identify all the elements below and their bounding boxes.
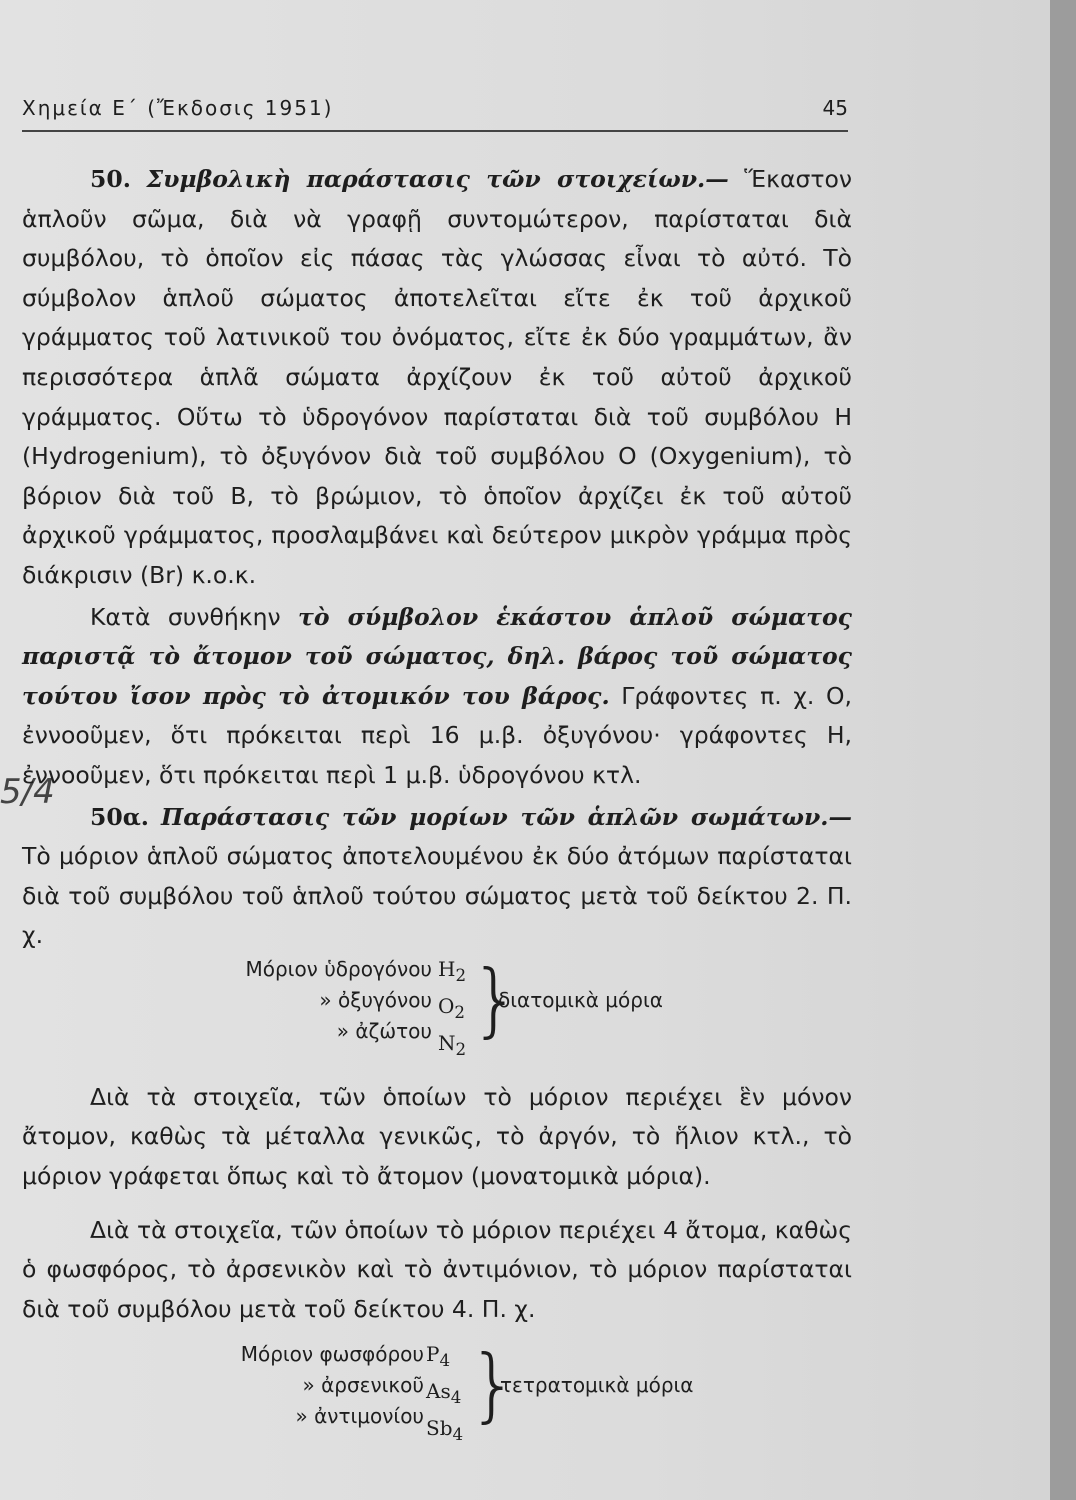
header-rule: [22, 130, 848, 132]
margin-note: 5/4: [0, 772, 55, 812]
brace-icon: }: [468, 1338, 519, 1432]
page-edge: [1050, 0, 1076, 1500]
molecule-name: Μόριον ὑδρογόνου: [245, 956, 432, 981]
molecule-name: Μόριον φωσφόρου: [240, 1342, 424, 1367]
molecule-symbol: $O_2$: [438, 993, 466, 1022]
molecule-symbols: [426, 1339, 463, 1450]
molecule-names: [162, 1339, 424, 1432]
molecule-symbol: $P_4$: [426, 1342, 451, 1371]
table-caption: τετρατομικὰ μόρια: [500, 1373, 694, 1398]
section-50a-paragraph: [22, 798, 852, 956]
section-heading: Παράστασις τῶν μορίων τῶν ἁπλῶν σωμάτων.—: [160, 802, 852, 831]
section-body: Ἕκαστον ἁπλοῦν σῶμα, διὰ νὰ γραφῇ συντομώτερον, παρίσταται διὰ συμβόλου, τὸ ὁποῖον εἰς πάσας τὰς γλώσσας εἶναι τὸ αὐτό. Τὸ σύμβολον ἁπλοῦ σώματος ἀποτελεῖται εἴτε ἐκ τοῦ ἀρχικοῦ γράμματος τοῦ λατινικοῦ του ὀνόματος, εἴτε ἐκ δύο γραμμάτων, ἂν περισσότερα ἁπλᾶ σώματα ἀρχίζουν ἐκ τοῦ αὐτοῦ ἀρχικοῦ γράμματος. Οὕτω τὸ ὑδρογόνον παρίσταται διὰ τοῦ συμβόλου H (Hydrogenium), τὸ ὀξυγόνον διὰ τοῦ συμβόλου O (Oxygenium), τὸ βόριον διὰ τοῦ B, τὸ βρώμιον, τὸ ὁποῖον ἀρχίζει ἐκ τοῦ αὐτοῦ ἀρχικοῦ γράμματος, προσλαμβάνει καὶ δεύτερον μικρὸν γράμμα πρὸς διάκρισιν (Br) κ.ο.κ.: [22, 165, 852, 589]
convention-paragraph: [22, 598, 852, 796]
molecule-symbol: $Sb_4$: [426, 1416, 464, 1445]
molecule-name: » ἀρσενικοῦ: [302, 1373, 424, 1398]
convention-rest: Γράφοντες π. χ. O, ἐννοοῦμεν, ὅτι πρόκειται περὶ 16 μ.β. ὀξυγόνου· γράφοντες H, ἐννοοῦμεν, ὅτι πρόκειται περὶ 1 μ.β. ὑδρογόνου κτλ.: [22, 681, 852, 789]
section-number: 50.: [90, 165, 131, 193]
molecule-symbol: $N_2$: [438, 1030, 467, 1059]
section-body: Τὸ μόριον ἁπλοῦ σώματος ἀποτελουμένου ἐκ δύο ἀτόμων παρίσταται διὰ τοῦ συμβόλου τοῦ ἁπλοῦ τούτου σώματος μετὰ τοῦ δείκτου 2. Π. χ.: [22, 842, 852, 950]
convention-start: Κατὰ συνθήκην: [90, 602, 281, 631]
monatomic-paragraph: Διὰ τὰ στοιχεῖα, τῶν ὁποίων τὸ μόριον περιέχει ἓν μόνον ἄτομον, καθὼς τὰ μέταλλα γενικῶς, τὸ ἀργόν, τὸ ἥλιον κτλ., τὸ μόριον γράφεται ὅπως καὶ τὸ ἄτομον (μονατομικὰ μόρια).: [22, 1082, 852, 1191]
diatomic-table: [22, 952, 852, 1070]
molecule-names: [162, 954, 432, 1047]
molecule-symbols: [438, 954, 466, 1065]
tetratomic-paragraph: Διὰ τὰ στοιχεῖα, τῶν ὁποίων τὸ μόριον περιέχει 4 ἄτομα, καθὼς ὁ φωσφόρος, τὸ ἀρσενικὸν καὶ τὸ ἀντιμόνιον, τὸ μόριον παρίσταται διὰ τοῦ συμβόλου μετὰ τοῦ δείκτου 4. Π. χ.: [22, 1215, 852, 1323]
convention-emphasis: τὸ σύμβολον ἑκάστου ἁπλοῦ σώματος παριστᾷ τὸ ἄτομον τοῦ σώματος, δηλ. βάρος τοῦ σώματος τούτου ἴσον πρὸς τὸ ἀτομικόν του βάρος.: [22, 602, 852, 710]
page-number: 45: [822, 96, 848, 120]
molecule-symbol: $H_2$: [438, 956, 467, 985]
molecule-name: » ἀζώτου: [336, 1018, 432, 1043]
section-number: 50α.: [90, 802, 149, 831]
table-caption: διατομικὰ μόρια: [498, 987, 663, 1012]
molecule-name: » ὀξυγόνου: [319, 987, 432, 1012]
molecule-symbol: $As_4$: [426, 1379, 462, 1408]
tetratomic-table: [22, 1337, 852, 1455]
brace-icon: }: [470, 952, 521, 1046]
section-heading: Συμβολικὴ παράστασις τῶν στοιχείων.—: [146, 165, 729, 193]
molecule-name: » ἀντιμονίου: [295, 1404, 424, 1429]
running-header: [22, 96, 848, 130]
section-50-paragraph: [22, 160, 852, 596]
body-text: [22, 160, 852, 1463]
book-title: Χημεία Ε΄ (Ἔκδοσις 1951): [22, 96, 334, 120]
